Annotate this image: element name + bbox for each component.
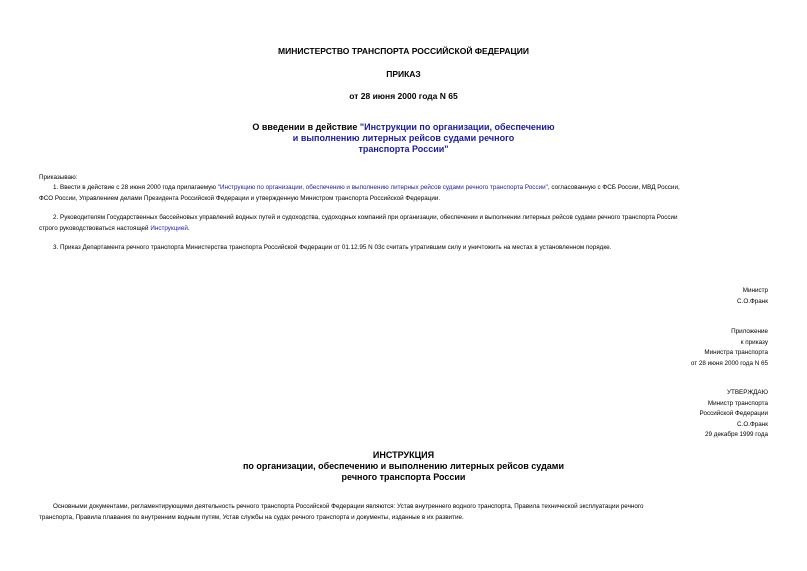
appendix-line3: Министра транспорта <box>704 349 768 356</box>
doc-type-heading: ПРИКАЗ <box>386 69 421 79</box>
appendix-line2: к приказу <box>740 338 768 346</box>
instruction-link-title-line3[interactable]: транспорта России" <box>358 144 449 154</box>
order-title-line1 <box>0 122 807 133</box>
instruction-link-p1[interactable]: "Инструкцию по организации, обеспечению и выполнению литерных рейсов судами речного транспорта России" <box>217 184 548 191</box>
instruction-link-title-line1[interactable]: "Инструкции по организации, обеспечению <box>359 122 555 132</box>
paragraph-1-line1 <box>39 183 768 194</box>
approval-block <box>700 388 768 441</box>
instruction-intro-line1: Основными документами, регламентирующими деятельность речного транспорта Российской Федерации являются: Устав внутреннего водного транспорта, Правила технической эксплуатации речного <box>53 503 644 510</box>
appendix-line1: Приложение <box>731 328 768 335</box>
paragraph-3: 3. Приказ Департамента речного транспорта Министерства транспорта Российской Федерации от 01.12.95 N 03с считать утратившим силу и уничтожить на местах в установленном порядке. <box>53 244 612 251</box>
order-title-line2 <box>0 133 807 144</box>
instruction-heading <box>0 450 807 483</box>
approval-line5: 29 декабря 1999 года <box>705 431 768 438</box>
appendix-block <box>691 327 768 369</box>
signature-name: С.О.Франк <box>737 297 768 305</box>
instruction-intro <box>39 502 768 523</box>
instruction-link-title-line2[interactable]: и выполнению литерных рейсов судами речного <box>292 133 515 143</box>
order-title-prefix: О введении в действие <box>252 122 360 132</box>
signature-position: Министр <box>742 287 768 294</box>
approval-line3: Российской Федерации <box>699 410 768 417</box>
order-word: Приказываю: <box>39 174 78 181</box>
approval-line2: Министр транспорта <box>707 399 768 407</box>
paragraph-2-line1: 2. Руководителям Государственных бассейновых управлений водных путей и судоходства, судоходных компаний при организации, обеспечении и выполнении литерных рейсов судами речного транспорта России <box>53 214 678 221</box>
instruction-subtitle2: речного транспорта России <box>341 472 466 482</box>
paragraph-2-suffix: . <box>187 224 190 232</box>
paragraph-1-prefix: 1. Ввести в действие с 28 июня 2000 года прилагаемую <box>53 184 218 191</box>
instruction-link-p2[interactable]: Инструкцией <box>150 224 188 232</box>
approval-line1: УТВЕРЖДАЮ <box>726 389 768 396</box>
signature-block <box>737 286 768 307</box>
paragraph-2-line2 <box>39 224 768 235</box>
paragraph-1-line2: ФСО России, Управлением делами Президента Российской Федерации и утвержденную Министром транспорта Российской Федерации. <box>39 194 441 202</box>
instruction-subtitle1: по организации, обеспечению и выполнению литерных рейсов судами <box>243 461 564 471</box>
ministry-heading: МИНИСТЕРСТВО ТРАНСПОРТА РОССИЙСКОЙ ФЕДЕРАЦИИ <box>278 46 529 56</box>
paragraph-1 <box>39 183 768 204</box>
instruction-title: ИНСТРУКЦИЯ <box>372 450 435 460</box>
paragraph-1-suffix: , согласованную с ФСБ России, МВД России, <box>547 184 680 191</box>
paragraph-2 <box>39 213 768 234</box>
order-title <box>0 122 807 155</box>
approval-line4: С.О.Франк <box>737 420 768 428</box>
appendix-line4: от 28 июня 2000 года N 65 <box>690 359 768 367</box>
instruction-intro-line2: транспорта, Правила плавания по внутренним водным путям, Устав службы на судах речного транспорта и документы, изданные в их развитие. <box>39 513 464 521</box>
paragraph-2-prefix: строго руководствоваться настоящей <box>39 224 151 232</box>
order-title-line3 <box>0 144 807 155</box>
date-number: от 28 июня 2000 года N 65 <box>349 91 458 101</box>
